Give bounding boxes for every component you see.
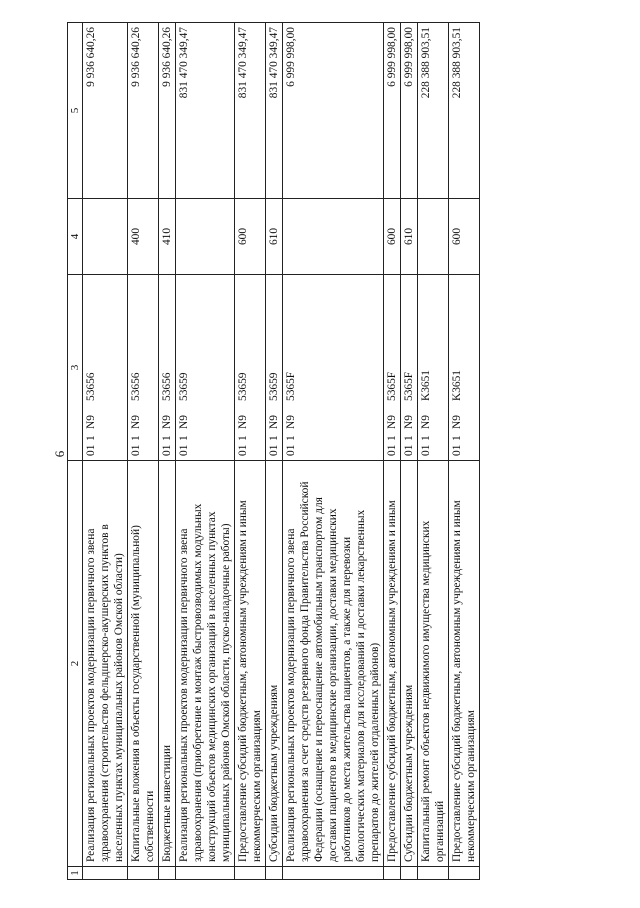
code-part: 1 <box>178 435 190 441</box>
row-code-cell <box>283 275 384 461</box>
code-part: K3651 <box>420 369 432 401</box>
code-part: 53659 <box>268 372 280 401</box>
code-part: 5365F <box>285 371 297 401</box>
code-part: N9 <box>130 415 142 429</box>
table-row <box>128 23 159 880</box>
row-amount-cell: 228 388 903,51 <box>449 23 480 199</box>
row-amount-cell: 831 470 349,47 <box>235 23 266 199</box>
row-name-cell: Реализация региональных проектов модернизации первичного звена здравоохранения за счет средств резервного фонда Правительства Российской Федерации (оснащение и переоснащение автомобильным транспортом для доставки пациентов в медицинские организации, доставки медицинских работников до места жительства пациентов, а также для перевозки биологических материалов для исследований и доставки лекарственных препаратов до жителей отдаленных районов) <box>283 461 384 867</box>
table-row <box>266 23 283 880</box>
code-part: N9 <box>161 415 173 429</box>
code-part: 01 <box>178 444 190 456</box>
row-number-cell <box>128 867 159 880</box>
row-amount-cell: 228 388 903,51 <box>418 23 449 199</box>
code-part: N9 <box>420 415 432 429</box>
code-part: 1 <box>285 435 297 441</box>
row-kvr-cell: 600 <box>449 199 480 275</box>
code-part: 01 <box>386 444 398 456</box>
row-number-cell <box>401 867 418 880</box>
row-code-cell <box>418 275 449 461</box>
row-amount-cell: 6 999 998,00 <box>283 23 384 199</box>
code-part: N9 <box>403 415 415 429</box>
row-name-cell: Реализация региональных проектов модернизации первичного звена здравоохранения (приобретение и монтаж быстровозводимых модульных конструкций объектов медицинских организаций в населенных пунктах муниципальных районов Омской области, пуско-наладочные работы) <box>176 461 235 867</box>
row-amount-cell: 9 936 640,26 <box>83 23 128 199</box>
row-number-cell <box>283 867 384 880</box>
table-row <box>83 23 128 880</box>
row-name-cell: Бюджетные инвестиции <box>159 461 176 867</box>
row-amount-cell: 9 936 640,26 <box>159 23 176 199</box>
code-part: N9 <box>285 415 297 429</box>
row-name-cell: Субсидии бюджетным учреждениям <box>401 461 418 867</box>
row-number-cell <box>266 867 283 880</box>
row-kvr-cell: 610 <box>266 199 283 275</box>
code-part: 53656 <box>130 372 142 401</box>
row-code-cell <box>128 275 159 461</box>
row-amount-cell: 6 999 998,00 <box>384 23 401 199</box>
row-name-cell: Предоставление субсидий бюджетным, автономным учреждениям и иным некоммерческим организациям <box>235 461 266 867</box>
code-part: 1 <box>161 435 173 441</box>
code-part: N9 <box>85 415 97 429</box>
row-number-cell <box>235 867 266 880</box>
row-code-cell <box>449 275 480 461</box>
row-amount-cell: 831 470 349,47 <box>266 23 283 199</box>
table-row <box>418 23 449 880</box>
code-part: 01 <box>451 444 463 456</box>
row-code-cell <box>83 275 128 461</box>
code-part: 01 <box>161 444 173 456</box>
row-code-cell <box>401 275 418 461</box>
code-part: N9 <box>268 415 280 429</box>
code-part: N9 <box>451 415 463 429</box>
row-kvr-cell <box>283 199 384 275</box>
column-number-3: 3 <box>68 275 83 461</box>
code-part: K3651 <box>451 369 463 401</box>
row-code-cell <box>266 275 283 461</box>
row-number-cell <box>176 867 235 880</box>
code-part: 5365F <box>386 371 398 401</box>
column-number-5: 5 <box>68 23 83 199</box>
row-kvr-cell <box>418 199 449 275</box>
row-name-cell: Предоставление субсидий бюджетным, автономным учреждениям и иным некоммерческим организациям <box>449 461 480 867</box>
table-row <box>401 23 418 880</box>
row-name-cell: Капитальные вложения в объекты государственной (муниципальной) собственности <box>128 461 159 867</box>
table-body <box>83 23 480 880</box>
row-kvr-cell: 600 <box>235 199 266 275</box>
code-part: 53656 <box>85 372 97 401</box>
row-kvr-cell: 600 <box>384 199 401 275</box>
row-number-cell <box>83 867 128 880</box>
table-row <box>159 23 176 880</box>
table-row <box>449 23 480 880</box>
row-kvr-cell: 610 <box>401 199 418 275</box>
code-part: 1 <box>237 435 249 441</box>
row-number-cell <box>449 867 480 880</box>
column-number-row <box>68 23 83 880</box>
column-number-1: 1 <box>68 867 83 880</box>
column-number-4: 4 <box>68 199 83 275</box>
code-part: 01 <box>130 444 142 456</box>
table-row <box>384 23 401 880</box>
code-part: 53656 <box>161 372 173 401</box>
code-part: 1 <box>386 435 398 441</box>
code-part: 5365F <box>403 371 415 401</box>
row-number-cell <box>159 867 176 880</box>
row-amount-cell: 9 936 640,26 <box>128 23 159 199</box>
row-code-cell <box>176 275 235 461</box>
code-part: 1 <box>85 435 97 441</box>
code-part: 01 <box>85 444 97 456</box>
code-part: 53659 <box>237 372 249 401</box>
code-part: N9 <box>386 415 398 429</box>
row-kvr-cell <box>176 199 235 275</box>
row-amount-cell: 831 470 349,47 <box>176 23 235 199</box>
code-part: 01 <box>420 444 432 456</box>
row-code-cell <box>384 275 401 461</box>
row-name-cell: Реализация региональных проектов модернизации первичного звена здравоохранения (строительство фельдшерско-акушерских пунктов в населенных пунктах муниципальных районов Омской области) <box>83 461 128 867</box>
row-number-cell <box>384 867 401 880</box>
code-part: N9 <box>237 415 249 429</box>
row-kvr-cell: 400 <box>128 199 159 275</box>
row-code-cell <box>159 275 176 461</box>
code-part: N9 <box>178 415 190 429</box>
code-part: 1 <box>420 435 432 441</box>
code-part: 1 <box>268 435 280 441</box>
row-amount-cell: 6 999 998,00 <box>401 23 418 199</box>
code-part: 1 <box>130 435 142 441</box>
row-name-cell: Капитальный ремонт объектов недвижимого имущества медицинских организаций <box>418 461 449 867</box>
code-part: 01 <box>237 444 249 456</box>
page-number: 6 <box>52 450 67 458</box>
table-row <box>235 23 266 880</box>
code-part: 1 <box>403 435 415 441</box>
code-part: 1 <box>451 435 463 441</box>
row-code-cell <box>235 275 266 461</box>
code-part: 01 <box>268 444 280 456</box>
table-row <box>283 23 384 880</box>
row-kvr-cell <box>83 199 128 275</box>
code-part: 53659 <box>178 372 190 401</box>
code-part: 01 <box>403 444 415 456</box>
column-number-2: 2 <box>68 461 83 867</box>
row-number-cell <box>418 867 449 880</box>
row-name-cell: Субсидии бюджетным учреждениям <box>266 461 283 867</box>
table-row <box>176 23 235 880</box>
code-part: 01 <box>285 444 297 456</box>
budget-table <box>67 22 480 880</box>
row-kvr-cell: 410 <box>159 199 176 275</box>
row-name-cell: Предоставление субсидий бюджетным, автономным учреждениям и иным <box>384 461 401 867</box>
